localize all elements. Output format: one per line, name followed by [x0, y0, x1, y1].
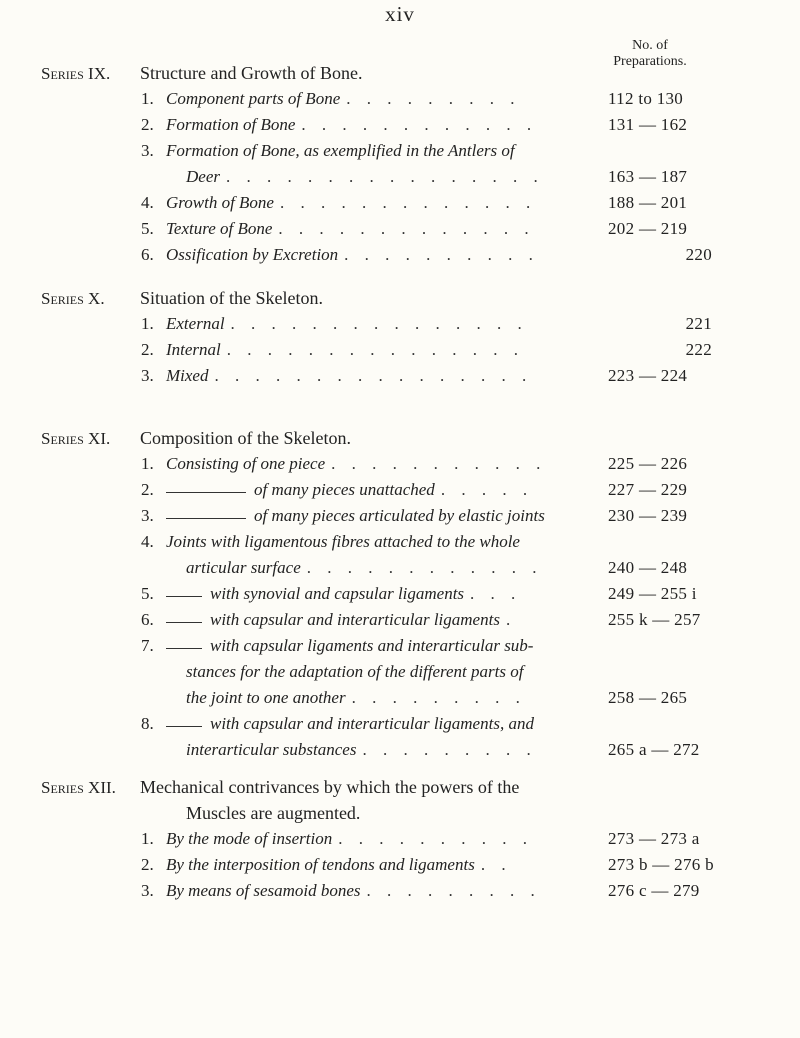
- item-text: of many pieces articulated by elastic joints: [254, 506, 545, 525]
- item-number: 4.: [141, 193, 154, 212]
- series-label: Series XI.: [41, 429, 111, 448]
- series-heading: [41, 288, 323, 309]
- preparation-range: 221: [685, 314, 712, 333]
- item-text-continued: Deer: [186, 167, 220, 186]
- series-label: Series XII.: [41, 778, 116, 797]
- list-item: [0, 340, 800, 366]
- dot-leader: . . . . . . . . . . . . . . . .: [214, 366, 533, 385]
- list-item: [0, 454, 800, 480]
- item-number: 6.: [141, 245, 154, 264]
- item-text: Mixed: [166, 366, 209, 385]
- dot-leader: . . . . . . . . . . . . . . .: [226, 340, 525, 359]
- item-number: 3.: [141, 506, 154, 525]
- item-text-continued: the joint to one another: [186, 688, 346, 707]
- series-label: Series X.: [41, 289, 105, 308]
- preparation-range: 225 — 226: [608, 454, 688, 473]
- item-number: 2.: [141, 340, 154, 359]
- ditto-dash: [166, 622, 202, 623]
- item-number: 1.: [141, 314, 154, 333]
- item-text: of many pieces unattached: [254, 480, 435, 499]
- item-text: By the mode of insertion: [166, 829, 333, 848]
- column-header-line2: Preparations.: [613, 54, 687, 69]
- item-text: Formation of Bone, as exemplified in the Antlers of: [166, 141, 515, 160]
- dot-leader: . . .: [470, 584, 522, 603]
- series-heading: [41, 428, 351, 449]
- preparation-range: 230 — 239: [608, 506, 688, 525]
- list-item-continuation: [0, 688, 800, 714]
- preparation-range: 223 — 224: [608, 366, 688, 385]
- list-item: [0, 636, 800, 662]
- preparation-range: 240 — 248: [608, 558, 688, 577]
- preparation-range: 202 — 219: [608, 219, 688, 238]
- list-item: [0, 584, 800, 610]
- series-title: Situation of the Skeleton.: [140, 288, 323, 308]
- list-item: [0, 506, 800, 532]
- item-number: 7.: [141, 636, 154, 655]
- list-item: [0, 714, 800, 740]
- item-number: 4.: [141, 532, 154, 551]
- preparation-range: 188 — 201: [608, 193, 688, 212]
- item-text: Consisting of one piece: [166, 454, 326, 473]
- list-item-continuation: [0, 740, 800, 766]
- item-text: with synovial and capsular ligaments: [210, 584, 465, 603]
- list-item: [0, 366, 800, 392]
- item-text: By the interposition of tendons and ligaments: [166, 855, 475, 874]
- dot-leader: . . . . . . . . . . . .: [301, 115, 538, 134]
- preparation-range: 222: [685, 340, 712, 359]
- column-header: [590, 38, 710, 70]
- item-text: Component parts of Bone: [166, 89, 341, 108]
- item-number: 8.: [141, 714, 154, 733]
- series-title: Structure and Growth of Bone.: [140, 63, 363, 83]
- list-item: [0, 610, 800, 636]
- item-number: 1.: [141, 829, 154, 848]
- preparation-range: 163 — 187: [608, 167, 688, 186]
- preparation-range: 258 — 265: [608, 688, 688, 707]
- item-text-continued: articular surface: [186, 558, 301, 577]
- item-text: Internal: [166, 340, 221, 359]
- dot-leader: . . . . . . . . . . . . . . .: [230, 314, 528, 333]
- dot-leader: . . . . . . . . .: [362, 740, 537, 759]
- item-number: 3.: [141, 366, 154, 385]
- item-text: Texture of Bone: [166, 219, 273, 238]
- dot-leader: . . . . . . . . .: [346, 89, 521, 108]
- dot-leader: . . . . . . . . . . . . .: [279, 193, 537, 212]
- dot-leader: . . . . . . . . . .: [338, 829, 533, 848]
- item-text: with capsular and interarticular ligaments, and: [210, 714, 534, 733]
- item-number: 3.: [141, 141, 154, 160]
- column-header-line1: No. of: [632, 38, 668, 53]
- dot-leader: . . . . .: [440, 480, 534, 499]
- item-number: 2.: [141, 115, 154, 134]
- item-text: Joints with ligamentous fibres attached to the whole: [166, 532, 520, 551]
- list-item: [0, 314, 800, 340]
- item-text: Ossification by Excretion: [166, 245, 339, 264]
- preparation-range: 249 — 255 i: [608, 584, 697, 603]
- list-item-continuation: [0, 662, 800, 688]
- preparation-range: 112 to 130: [608, 89, 684, 108]
- dot-leader: . . . . . . . . .: [366, 881, 541, 900]
- preparation-range: 276 c — 279: [608, 881, 700, 900]
- item-number: 1.: [141, 89, 154, 108]
- ditto-dash: [166, 492, 246, 493]
- item-text-continued: interarticular substances: [186, 740, 357, 759]
- list-item-continuation: [0, 558, 800, 584]
- series-heading: [41, 63, 362, 84]
- item-number: 3.: [141, 881, 154, 900]
- ditto-dash: [166, 648, 202, 649]
- item-text: Growth of Bone: [166, 193, 274, 212]
- list-item: [0, 480, 800, 506]
- item-number: 2.: [141, 855, 154, 874]
- series-title: Mechanical contrivances by which the powers of the: [140, 777, 520, 797]
- item-number: 6.: [141, 610, 154, 629]
- dot-leader: . . . . . . . . . . .: [331, 454, 547, 473]
- item-text: with capsular ligaments and interarticular sub-: [210, 636, 534, 655]
- list-item-continuation: [0, 167, 800, 193]
- ditto-dash: [166, 518, 246, 519]
- preparation-range: 220: [685, 245, 712, 264]
- dot-leader: . .: [480, 855, 512, 874]
- dot-leader: . . . . . . . . . . . . . . . .: [225, 167, 544, 186]
- item-text: External: [166, 314, 225, 333]
- series-heading: [41, 777, 519, 798]
- item-text: By means of sesamoid bones: [166, 881, 361, 900]
- item-text: with capsular and interarticular ligaments: [210, 610, 500, 629]
- preparation-range: 131 — 162: [608, 115, 688, 134]
- list-item: [0, 829, 800, 855]
- preparation-range: 227 — 229: [608, 480, 688, 499]
- list-item: [0, 89, 800, 115]
- item-number: 5.: [141, 219, 154, 238]
- preparation-range: 265 a — 272: [608, 740, 700, 759]
- page-number: xiv: [385, 2, 415, 26]
- series-label: Series IX.: [41, 64, 111, 83]
- dot-leader: . . . . . . . . . . . .: [306, 558, 543, 577]
- preparation-range: 273 — 273 a: [608, 829, 700, 848]
- list-item: [0, 245, 800, 271]
- list-item: [0, 532, 800, 558]
- dot-leader: . . . . . . . . .: [351, 688, 526, 707]
- list-item: [0, 115, 800, 141]
- list-item: [0, 881, 800, 907]
- ditto-dash: [166, 726, 202, 727]
- dot-leader: . . . . . . . . . . . . .: [278, 219, 535, 238]
- item-text-continued: stances for the adaptation of the different parts of: [186, 662, 524, 681]
- ditto-dash: [166, 596, 202, 597]
- list-item: [0, 855, 800, 881]
- item-text: Formation of Bone: [166, 115, 296, 134]
- preparation-range: 273 b — 276 b: [608, 855, 714, 874]
- list-item: [0, 219, 800, 245]
- item-number: 5.: [141, 584, 154, 603]
- list-item: [0, 141, 800, 167]
- item-number: 1.: [141, 454, 154, 473]
- item-number: 2.: [141, 480, 154, 499]
- series-title: Composition of the Skeleton.: [140, 428, 351, 448]
- list-item: [0, 193, 800, 219]
- dot-leader: .: [505, 610, 517, 629]
- preparation-range: 255 k — 257: [608, 610, 701, 629]
- series-title-continued: Muscles are augmented.: [186, 803, 361, 823]
- dot-leader: . . . . . . . . . .: [344, 245, 539, 264]
